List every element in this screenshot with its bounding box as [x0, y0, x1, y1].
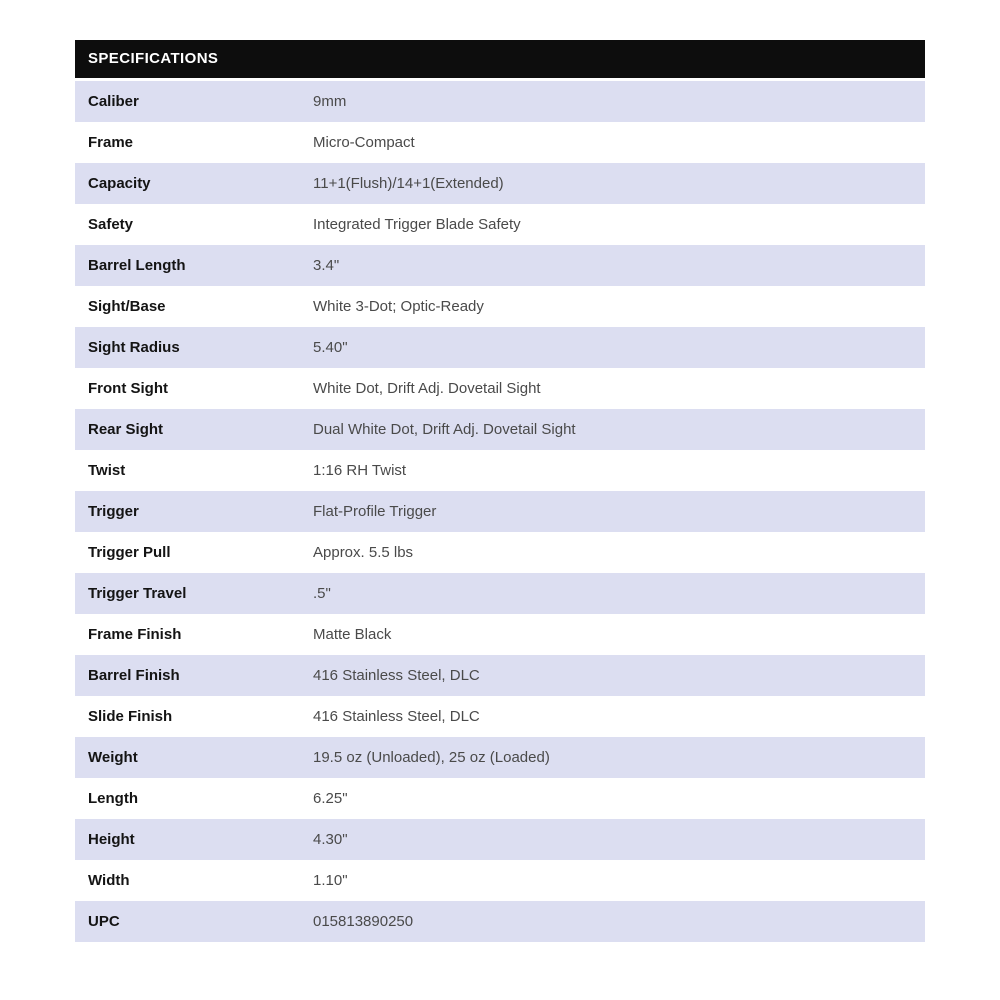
spec-value: Flat-Profile Trigger	[313, 503, 437, 520]
spec-label: Height	[88, 831, 135, 848]
spec-label: Trigger Pull	[88, 544, 171, 561]
spec-value: 416 Stainless Steel, DLC	[313, 667, 480, 684]
spec-value: 11+1(Flush)/14+1(Extended)	[313, 175, 504, 192]
spec-label: Caliber	[88, 93, 139, 110]
table-row	[75, 204, 925, 245]
spec-label: Frame	[88, 134, 134, 151]
table-row	[75, 614, 925, 655]
spec-label: Weight	[88, 749, 138, 766]
spec-label: Sight/Base	[88, 298, 166, 315]
spec-value: Matte Black	[313, 626, 392, 643]
spec-value: White 3-Dot; Optic-Ready	[313, 298, 484, 315]
spec-label: UPC	[88, 913, 120, 930]
table-row	[75, 450, 925, 491]
spec-label: Safety	[88, 216, 134, 233]
spec-value: 416 Stainless Steel, DLC	[313, 708, 480, 725]
spec-value: Dual White Dot, Drift Adj. Dovetail Sight	[313, 421, 576, 438]
spec-value: 4.30"	[313, 831, 348, 848]
table-row	[75, 409, 925, 450]
spec-label: Capacity	[88, 175, 151, 192]
spec-value: 1.10"	[313, 872, 348, 889]
table-row	[75, 655, 925, 696]
spec-value: White Dot, Drift Adj. Dovetail Sight	[313, 380, 541, 397]
table-row	[75, 737, 925, 778]
table-row	[75, 163, 925, 204]
spec-label: Front Sight	[88, 380, 168, 397]
spec-value: 1:16 RH Twist	[313, 462, 407, 479]
spec-label: Trigger Travel	[88, 585, 187, 602]
spec-label: Trigger	[88, 503, 139, 520]
table-row	[75, 491, 925, 532]
specifications-table	[75, 40, 925, 942]
table-row	[75, 778, 925, 819]
spec-label: Frame Finish	[88, 626, 182, 643]
table-row	[75, 532, 925, 573]
spec-label: Barrel Finish	[88, 667, 180, 684]
specifications-table-header: SPECIFICATIONS	[75, 40, 925, 78]
table-row	[75, 81, 925, 122]
spec-value: 6.25"	[313, 790, 348, 807]
spec-value: .5"	[313, 585, 331, 602]
table-row	[75, 122, 925, 163]
spec-label: Length	[88, 790, 138, 807]
spec-value: 19.5 oz (Unloaded), 25 oz (Loaded)	[313, 749, 550, 766]
spec-value: 9mm	[313, 93, 347, 110]
table-row	[75, 327, 925, 368]
spec-label: Rear Sight	[88, 421, 164, 438]
table-row	[75, 819, 925, 860]
table-row	[75, 368, 925, 409]
spec-label: Sight Radius	[88, 339, 180, 356]
spec-value: Approx. 5.5 lbs	[313, 544, 414, 561]
spec-label: Width	[88, 872, 130, 889]
spec-value: 3.4"	[313, 257, 340, 274]
table-row	[75, 696, 925, 737]
table-row	[75, 901, 925, 942]
table-row	[75, 860, 925, 901]
spec-value: 5.40"	[313, 339, 348, 356]
table-row	[75, 573, 925, 614]
spec-label: Barrel Length	[88, 257, 186, 274]
spec-value: Integrated Trigger Blade Safety	[313, 216, 521, 233]
spec-label: Twist	[88, 462, 126, 479]
spec-table-body	[75, 81, 925, 942]
spec-value: Micro-Compact	[313, 134, 415, 151]
table-row	[75, 286, 925, 327]
table-row	[75, 245, 925, 286]
spec-value: 015813890250	[313, 913, 414, 930]
spec-label: Slide Finish	[88, 708, 173, 725]
